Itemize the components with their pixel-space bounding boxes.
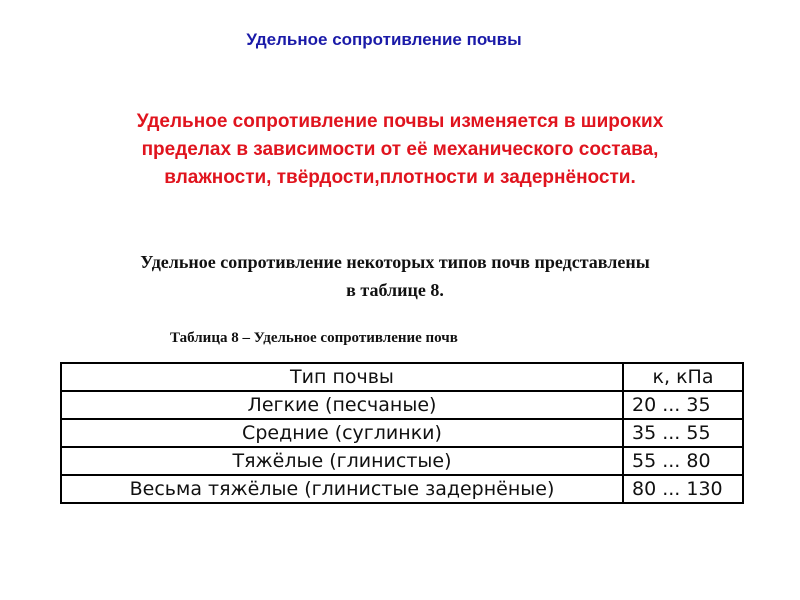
soil-type-cell: Средние (суглинки) — [61, 419, 623, 447]
intro-line: пределах в зависимости от её механического состава, — [141, 139, 659, 160]
description-line: Удельное сопротивление некоторых типов почв представлены — [140, 252, 650, 272]
page-title: Удельное сопротивление почвы — [246, 30, 522, 49]
table-header-row — [61, 363, 743, 391]
soil-resistance-table — [60, 362, 744, 504]
table-caption: Таблица 8 – Удельное сопротивление почв — [170, 330, 458, 346]
resistance-cell: 20 ... 35 — [623, 391, 743, 419]
soil-type-cell: Тяжёлые (глинистые) — [61, 447, 623, 475]
intro-line: Удельное сопротивление почвы изменяется в широких — [136, 111, 664, 132]
resistance-cell: 80 ... 130 — [623, 475, 743, 503]
description-paragraph — [40, 248, 750, 304]
description-line: в таблице 8. — [346, 280, 444, 300]
header-soil-type: Тип почвы — [61, 363, 623, 391]
soil-type-cell: Весьма тяжёлые (глинистые задернёные) — [61, 475, 623, 503]
table-row — [61, 419, 743, 447]
table-row — [61, 475, 743, 503]
intro-paragraph — [40, 108, 760, 192]
resistance-cell: 55 ... 80 — [623, 447, 743, 475]
header-resistance: к, кПа — [623, 363, 743, 391]
intro-line: влажности, твёрдости,плотности и задернёности. — [164, 167, 636, 188]
resistance-cell: 35 ... 55 — [623, 419, 743, 447]
table-row — [61, 391, 743, 419]
table-row — [61, 447, 743, 475]
soil-type-cell: Легкие (песчаные) — [61, 391, 623, 419]
